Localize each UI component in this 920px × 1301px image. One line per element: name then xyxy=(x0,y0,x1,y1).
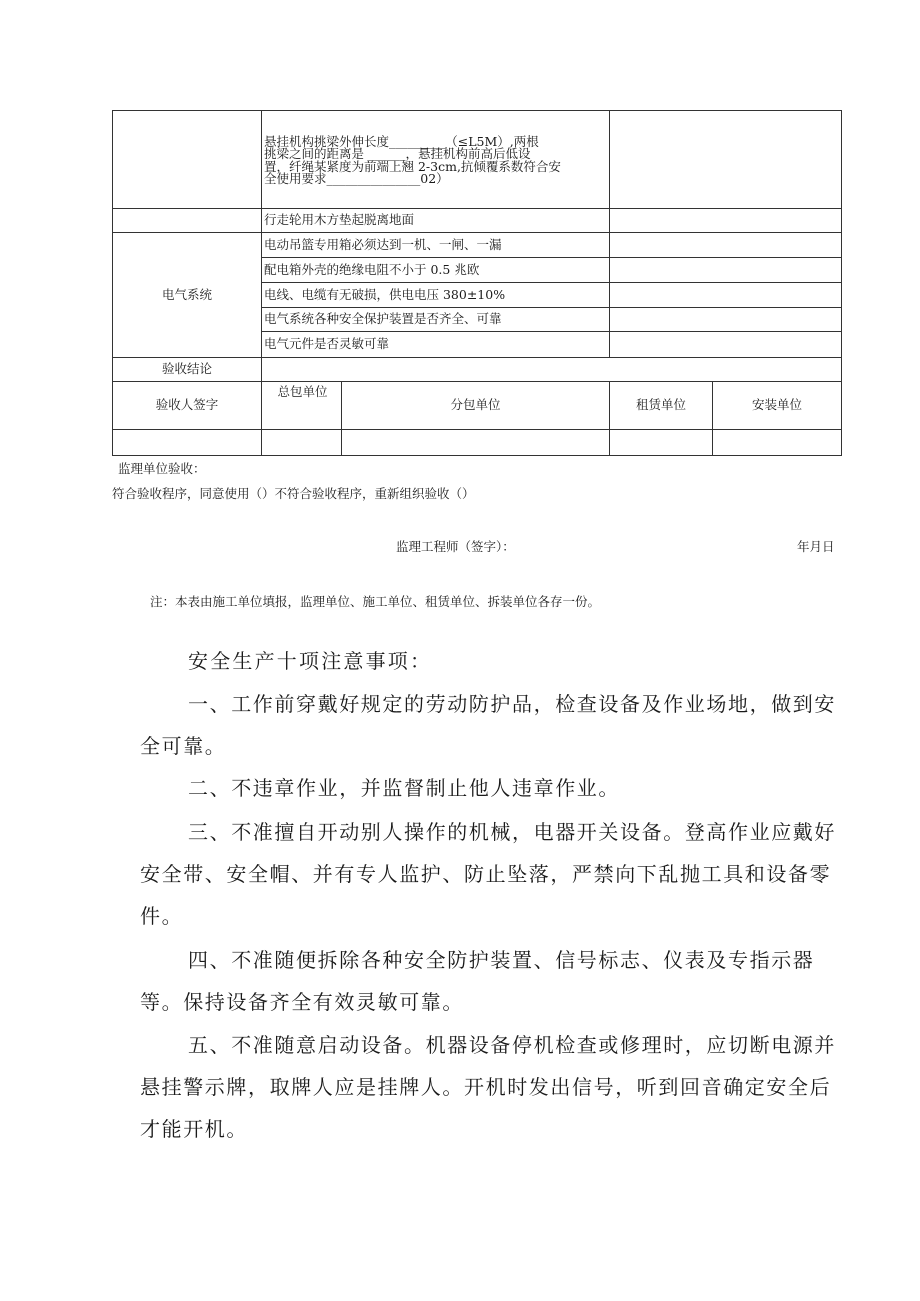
supervision-engineer-signature: 监理工程师（签字）： xyxy=(396,539,515,554)
lessor-signature xyxy=(610,430,713,456)
table-row xyxy=(113,209,842,233)
result-cell xyxy=(610,283,842,308)
table-row xyxy=(113,382,842,430)
electrical-item: 电气元件是否灵敏可靠 xyxy=(262,332,610,358)
suspension-line-2: 挑梁之间的距离是 ______，悬挂机构前高后低设 xyxy=(264,146,531,161)
category-cell-empty xyxy=(113,209,262,233)
electrical-item: 电线、电缆有无破损，供电电压 380±10% xyxy=(262,283,610,308)
form-note: 注：本表由施工单位填报，监理单位、施工单位、租赁单位、拆装单位各存一份。 xyxy=(150,594,601,609)
safety-title: 安全生产十项注意事项： xyxy=(188,649,433,673)
supervision-options: 符合验收程序，同意使用（）不符合验收程序，重新组织验收（） xyxy=(112,486,475,501)
acceptance-table xyxy=(112,110,842,456)
suspension-line-3: 置，纤绳某紧度为前端上翘 2-3cm,抗倾覆系数符合安 xyxy=(264,158,561,174)
result-cell xyxy=(610,308,842,332)
subcontractor-header: 分包单位 xyxy=(342,382,610,430)
safety-item: 二、不违章作业，并监督制止他人违章作业。 xyxy=(188,776,620,800)
category-cell-empty xyxy=(113,111,262,209)
result-cell xyxy=(610,111,842,209)
result-cell xyxy=(610,209,842,233)
result-cell xyxy=(610,332,842,358)
electrical-system-label: 电气系统 xyxy=(113,233,262,358)
table-row xyxy=(113,111,842,209)
conclusion-value xyxy=(262,358,842,382)
general-contractor-header: 总包单位 xyxy=(262,382,342,430)
safety-item: 三、不准擅自开动别人操作的机械，电器开关设备。登高作业应戴好安全带、安全帽、并有专人监护、防止坠落，严禁向下乱抛工具和设备零件。 xyxy=(140,820,836,928)
signature-label: 验收人签字 xyxy=(113,382,262,430)
installer-header: 安装单位 xyxy=(713,382,842,430)
wheel-requirement: 行走轮用木方垫起脱离地面 xyxy=(262,209,610,233)
suspension-requirements-cell xyxy=(262,111,610,209)
suspension-line-4: 全使用要求_______________02） xyxy=(264,171,449,186)
installer-signature xyxy=(713,430,842,456)
conclusion-label: 验收结论 xyxy=(113,358,262,382)
signature-blank xyxy=(113,430,262,456)
electrical-item: 电动吊篮专用箱必须达到一机、一闸、一漏 xyxy=(262,233,610,258)
suspension-line-1: 悬挂机构挑梁外伸长度_________（≤L5M）,两根 xyxy=(264,133,539,149)
safety-item: 四、不准随便拆除各种安全防护装置、信号标志、仪表及专指示器等。保持设备齐全有效灵敏可靠。 xyxy=(140,948,815,1014)
result-cell xyxy=(610,258,842,283)
subcontractor-signature xyxy=(342,430,610,456)
supervision-date: 年月日 xyxy=(797,539,835,554)
general-contractor-signature xyxy=(262,430,342,456)
table-row xyxy=(113,430,842,456)
electrical-item: 电气系统各种安全保护装置是否齐全、可靠 xyxy=(262,308,610,332)
safety-item: 五、不准随意启动设备。机器设备停机检查或修理时，应切断电源并悬挂警示牌，取牌人应是挂牌人。开机时发出信号，听到回音确定安全后才能开机。 xyxy=(140,1033,836,1141)
supervision-title: 监理单位验收： xyxy=(118,461,206,476)
safety-item: 一、工作前穿戴好规定的劳动防护品，检查设备及作业场地，做到安全可靠。 xyxy=(140,692,836,758)
electrical-item: 配电箱外壳的绝缘电阻不小于 0.5 兆欧 xyxy=(262,258,610,283)
result-cell xyxy=(610,233,842,258)
table-row xyxy=(113,233,842,258)
lessor-header: 租赁单位 xyxy=(610,382,713,430)
table-row xyxy=(113,358,842,382)
